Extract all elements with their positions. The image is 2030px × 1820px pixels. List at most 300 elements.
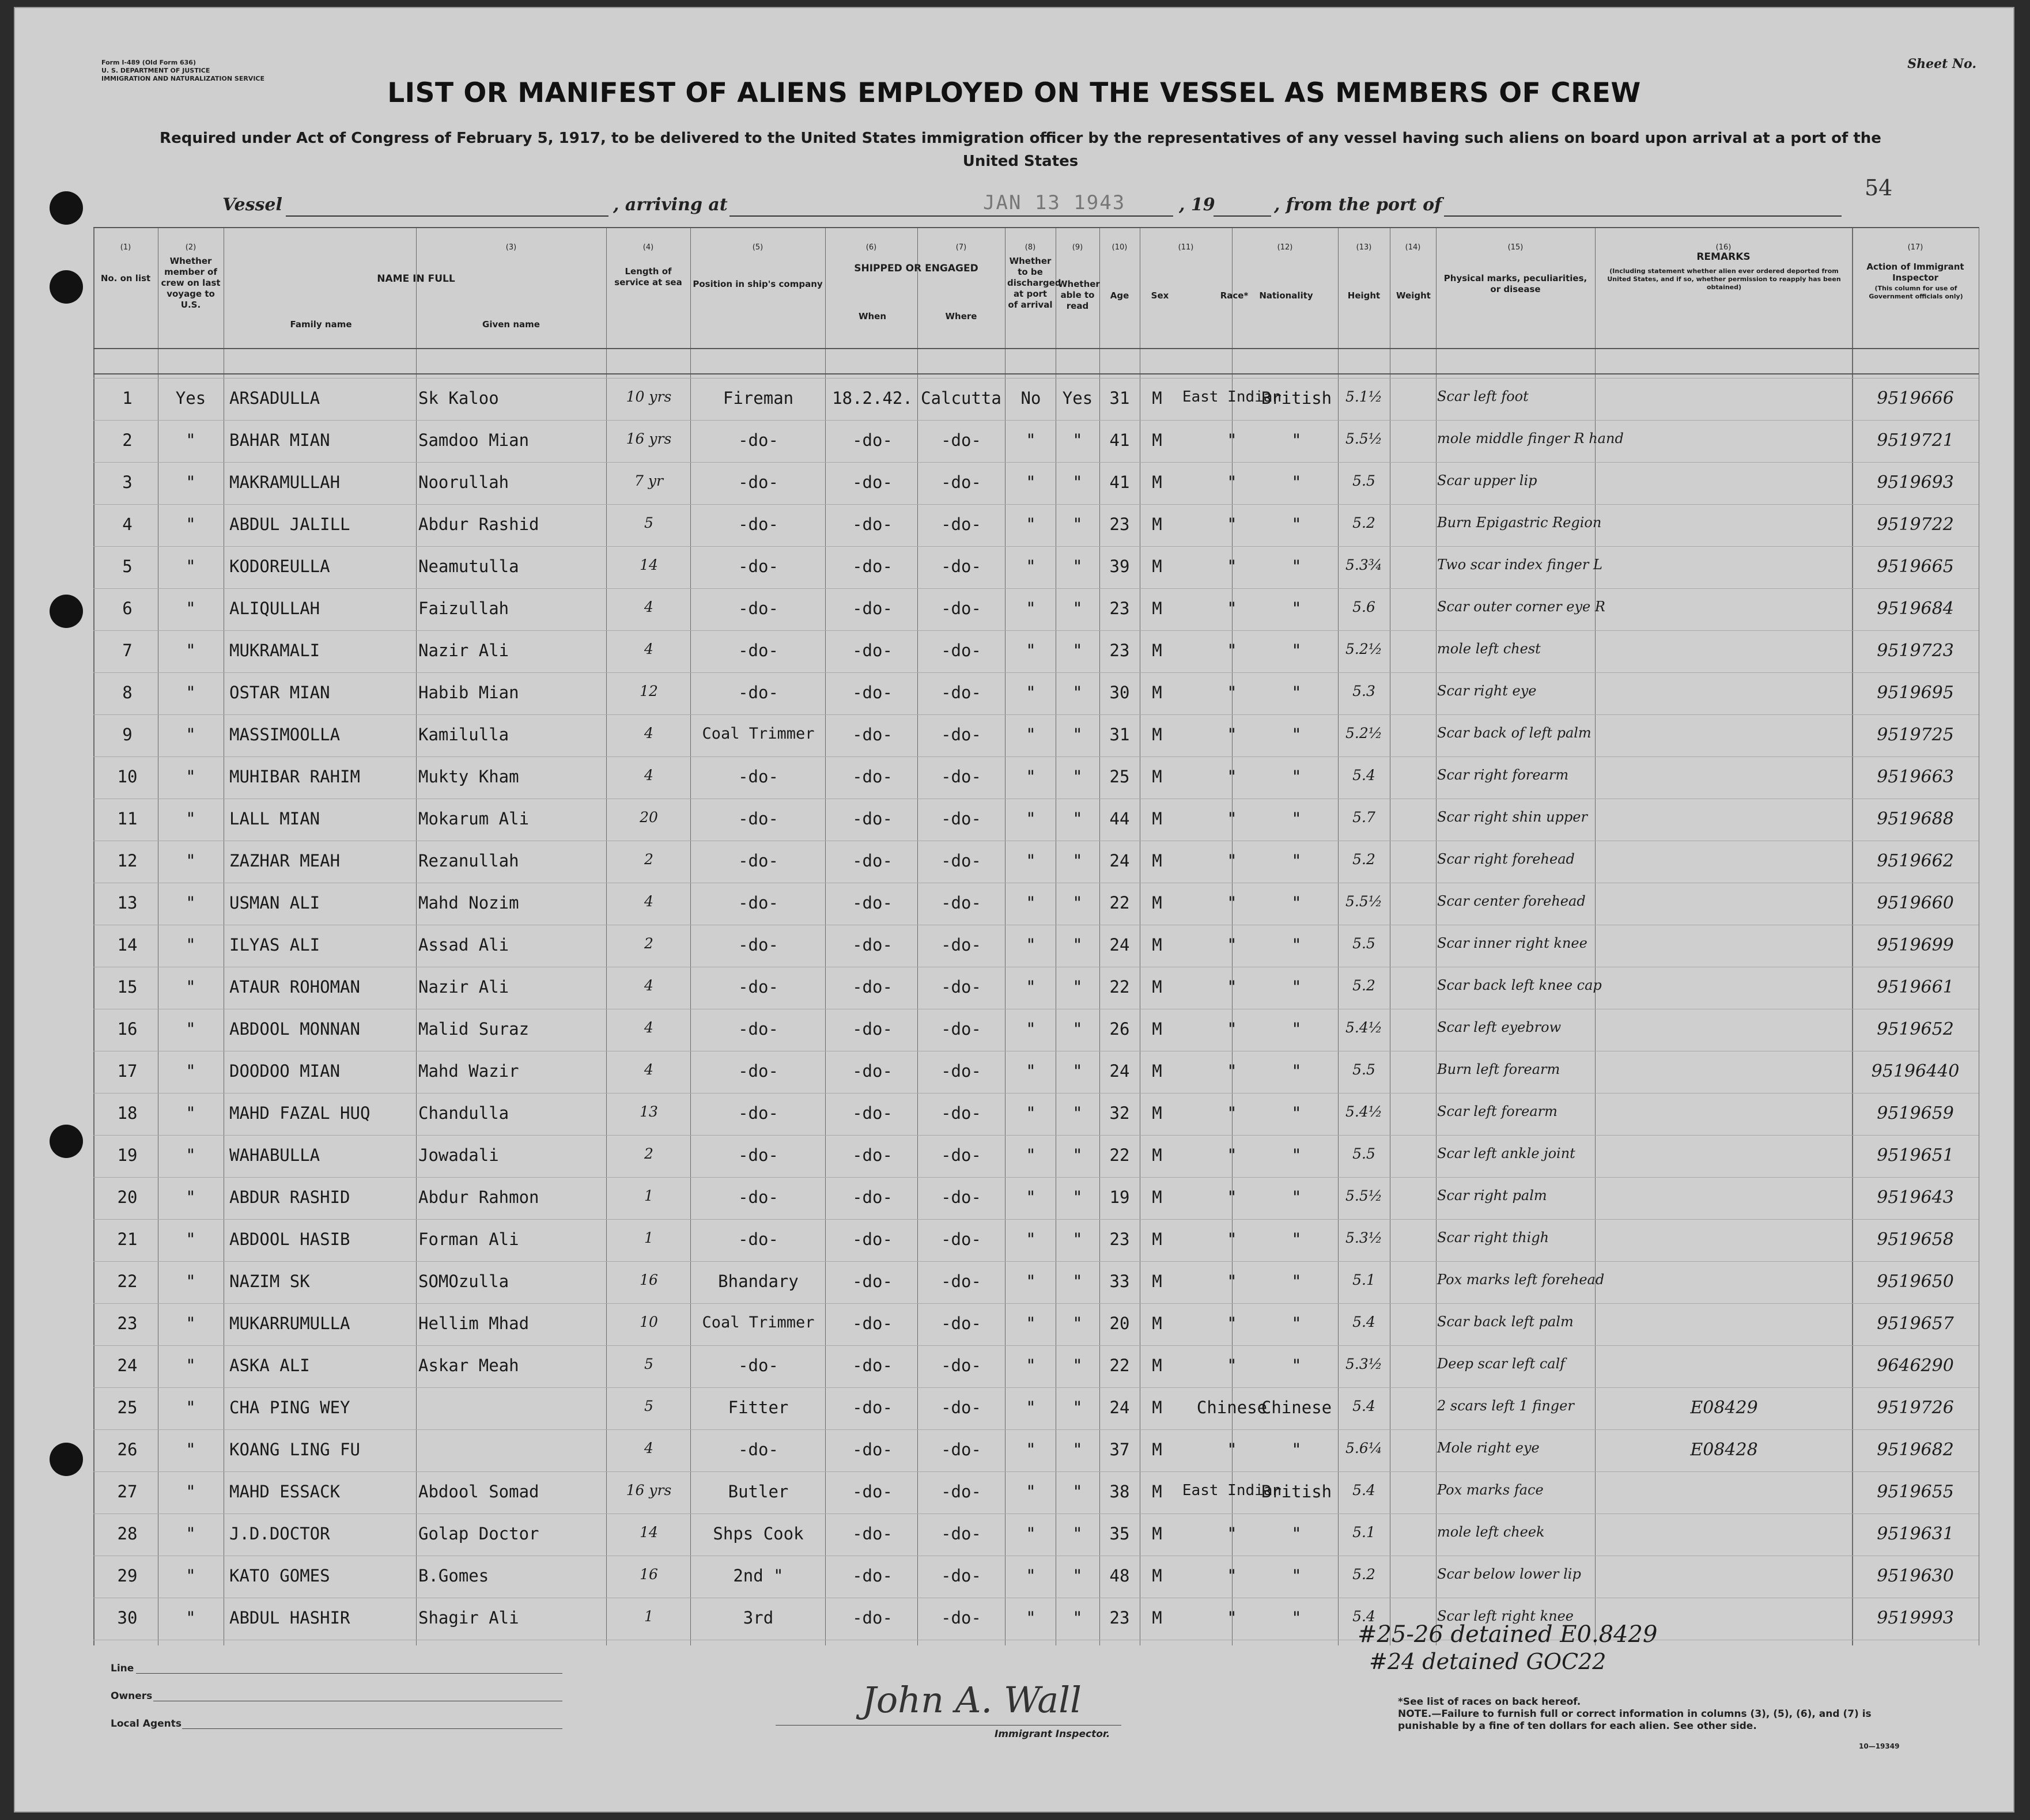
physical-marks: Scar right eye	[1437, 683, 1537, 699]
nationality: British	[1261, 388, 1332, 408]
age: 39	[1109, 557, 1130, 576]
previous-voyage: "	[186, 1061, 196, 1081]
punch-hole	[50, 1125, 83, 1158]
family-name: ABDUL HASHIR	[229, 1608, 350, 1628]
height: 5.7	[1352, 809, 1375, 826]
race: Chinese	[1196, 1398, 1268, 1417]
shipped-where: -do-	[941, 1061, 981, 1081]
row-number: 14	[117, 935, 138, 955]
physical-marks: Burn left forearm	[1437, 1061, 1560, 1077]
able-to-read: "	[1072, 1608, 1083, 1628]
header-when: When	[858, 311, 887, 321]
table-row	[93, 883, 1979, 925]
physical-marks: Burn Epigastric Region	[1437, 514, 1602, 531]
length-of-service: 16	[640, 1272, 658, 1288]
inspector-action: 9519661	[1877, 977, 1954, 997]
age: 22	[1109, 1356, 1130, 1375]
shipped-when: -do-	[852, 1145, 893, 1165]
age: 37	[1109, 1440, 1130, 1459]
shipped-where: -do-	[941, 1103, 981, 1123]
nationality: "	[1291, 893, 1302, 913]
discharged: "	[1026, 1272, 1036, 1291]
length-of-service: 7 yr	[634, 472, 663, 489]
discharged: No	[1020, 388, 1041, 408]
family-name: KODOREULLA	[229, 557, 330, 576]
physical-marks: Scar right shin upper	[1437, 809, 1587, 825]
nationality: "	[1291, 683, 1302, 702]
shipped-where: -do-	[941, 1440, 981, 1459]
table-row	[93, 1177, 1979, 1219]
physical-marks: Scar left right knee	[1437, 1608, 1574, 1624]
previous-voyage: "	[186, 1145, 196, 1165]
height: 5.3¾	[1345, 557, 1382, 573]
row-number: 29	[117, 1566, 138, 1586]
row-number: 20	[117, 1187, 138, 1207]
length-of-service: 1	[644, 1187, 653, 1204]
position: -do-	[738, 1229, 778, 1249]
shipped-where: -do-	[941, 430, 981, 450]
previous-voyage: "	[186, 1272, 196, 1291]
shipped-when: -do-	[852, 430, 893, 450]
table-row	[93, 1009, 1979, 1051]
given-name: Nazir Ali	[418, 977, 509, 997]
row-number: 21	[117, 1229, 138, 1249]
shipped-where: -do-	[941, 514, 981, 534]
race: "	[1227, 1019, 1237, 1039]
table-row	[93, 1345, 1979, 1387]
sex: M	[1152, 1482, 1162, 1501]
header-inspector-action: Action of Immigrant Inspector	[1866, 262, 1964, 283]
given-name: Rezanullah	[418, 851, 519, 871]
line-label: Line	[111, 1663, 134, 1674]
discharged: "	[1026, 977, 1036, 997]
row-number: 27	[117, 1482, 138, 1501]
height: 5.5½	[1345, 1187, 1382, 1204]
age: 41	[1109, 430, 1130, 450]
row-number: 6	[122, 599, 133, 618]
row-number: 13	[117, 893, 138, 913]
previous-voyage: "	[186, 893, 196, 913]
previous-voyage: Yes	[175, 388, 206, 408]
family-name: ABDOOL MONNAN	[229, 1019, 360, 1039]
inspector-action: 9519682	[1877, 1440, 1954, 1460]
given-name: Nazir Ali	[418, 641, 509, 660]
shipped-where: -do-	[941, 935, 981, 955]
length-of-service: 4	[644, 599, 653, 615]
height: 5.1	[1352, 1524, 1375, 1541]
shipped-where: -do-	[941, 1524, 981, 1543]
sex: M	[1152, 1608, 1162, 1628]
age: 32	[1109, 1103, 1130, 1123]
position: -do-	[738, 641, 778, 660]
able-to-read: "	[1072, 1524, 1083, 1543]
race: "	[1227, 1187, 1237, 1207]
able-to-read: "	[1072, 641, 1083, 660]
position: Butler	[728, 1482, 789, 1501]
position: Shps Cook	[713, 1524, 804, 1543]
shipped-when: -do-	[852, 851, 893, 871]
position: 2nd "	[733, 1566, 784, 1586]
shipped-when: -do-	[852, 1356, 893, 1375]
race: "	[1227, 514, 1237, 534]
sex: M	[1152, 893, 1162, 913]
nationality: "	[1291, 767, 1302, 786]
header-where: Where	[945, 311, 977, 321]
column-number: (13)	[1356, 243, 1372, 252]
table-row	[93, 1303, 1979, 1345]
given-name: Hellim Mhad	[418, 1314, 530, 1333]
shipped-when: -do-	[852, 1314, 893, 1333]
age: 44	[1109, 809, 1130, 828]
race: "	[1227, 935, 1237, 955]
physical-marks: Scar left eyebrow	[1437, 1019, 1562, 1035]
sex: M	[1152, 430, 1162, 450]
given-name: Faizullah	[418, 599, 509, 618]
length-of-service: 2	[644, 851, 653, 868]
height: 5.4	[1352, 1314, 1375, 1330]
detention-note: #24 detained GOC22	[1369, 1649, 1606, 1674]
shipped-where: -do-	[941, 1145, 981, 1165]
shipped-where: -do-	[941, 1019, 981, 1039]
port-label: , from the port of	[1274, 195, 1442, 215]
race: "	[1227, 809, 1237, 828]
position: -do-	[738, 1440, 778, 1459]
nationality: "	[1291, 725, 1302, 744]
age: 23	[1109, 1608, 1130, 1628]
sex: M	[1152, 725, 1162, 744]
able-to-read: "	[1072, 599, 1083, 618]
position: -do-	[738, 893, 778, 913]
given-name: Sk Kaloo	[418, 388, 499, 408]
discharged: "	[1026, 935, 1036, 955]
header-family-name: Family name	[290, 319, 352, 330]
position: -do-	[738, 935, 778, 955]
able-to-read: "	[1072, 893, 1083, 913]
position: -do-	[738, 557, 778, 576]
header-able-to-read: Whether able to read	[1058, 279, 1100, 311]
column-number: (11)	[1178, 243, 1194, 252]
row-number: 16	[117, 1019, 138, 1039]
physical-marks: Scar right forearm	[1437, 767, 1569, 783]
previous-voyage: "	[186, 1440, 196, 1459]
table-row	[93, 546, 1979, 588]
sex: M	[1152, 851, 1162, 871]
table-row	[93, 1471, 1979, 1513]
length-of-service: 4	[644, 1440, 653, 1456]
table-row	[93, 714, 1979, 756]
inspector-action: 9519652	[1877, 1019, 1954, 1039]
inspector-action: 9519631	[1877, 1524, 1954, 1544]
punch-hole	[50, 1443, 83, 1476]
family-name: ILYAS ALI	[229, 935, 320, 955]
previous-voyage: "	[186, 1566, 196, 1586]
race: "	[1227, 641, 1237, 660]
length-of-service: 2	[644, 1145, 653, 1162]
height: 5.2	[1352, 514, 1375, 531]
family-name: KOANG LING FU	[229, 1440, 360, 1459]
row-number: 7	[122, 641, 133, 660]
row-number: 26	[117, 1440, 138, 1459]
given-name: Abdur Rahmon	[418, 1187, 539, 1207]
age: 26	[1109, 1019, 1130, 1039]
table-row	[93, 1093, 1979, 1135]
discharged: "	[1026, 1229, 1036, 1249]
inspector-action: 9519630	[1877, 1566, 1954, 1586]
header-weight: Weight	[1396, 290, 1431, 301]
nationality: Chinese	[1261, 1398, 1332, 1417]
shipped-when: -do-	[852, 767, 893, 786]
nationality: "	[1291, 1314, 1302, 1333]
physical-marks: Mole right eye	[1437, 1440, 1540, 1456]
physical-marks: Pox marks left forehead	[1437, 1272, 1605, 1288]
previous-voyage: "	[186, 1482, 196, 1501]
height: 5.5	[1352, 1145, 1375, 1162]
sex: M	[1152, 1103, 1162, 1123]
previous-voyage: "	[186, 430, 196, 450]
sex: M	[1152, 1398, 1162, 1417]
age: 25	[1109, 767, 1130, 786]
discharged: "	[1026, 1314, 1036, 1333]
shipped-when: -do-	[852, 1187, 893, 1207]
race: "	[1227, 1103, 1237, 1123]
discharged: "	[1026, 683, 1036, 702]
length-of-service: 16 yrs	[626, 1482, 672, 1499]
position: -do-	[738, 1187, 778, 1207]
row-number: 28	[117, 1524, 138, 1543]
shipped-when: -do-	[852, 1398, 893, 1417]
family-name: MUKRAMALI	[229, 641, 320, 660]
height: 5.4	[1352, 767, 1375, 784]
inspector-action: 9519655	[1877, 1482, 1954, 1502]
able-to-read: "	[1072, 1229, 1083, 1249]
physical-marks: Deep scar left calf	[1437, 1356, 1566, 1372]
table-row	[93, 1556, 1979, 1598]
column-number: (12)	[1277, 243, 1293, 252]
length-of-service: 5	[644, 1398, 653, 1414]
header-sex: Sex	[1151, 290, 1169, 301]
row-number: 10	[117, 767, 138, 786]
previous-voyage: "	[186, 1524, 196, 1543]
sheet-label: Sheet No.	[1907, 56, 1976, 71]
row-number: 19	[117, 1145, 138, 1165]
table-row	[93, 1387, 1979, 1429]
footnote: *See list of races on back hereof. NOTE.—Failure to furnish full or correct information in columns (3), (5), (6), and (7) is punishable by a fine of ten dollars for each alien. See other side.	[1398, 1696, 1872, 1732]
discharged: "	[1026, 1608, 1036, 1628]
physical-marks: Scar left foot	[1437, 388, 1529, 404]
shipped-when: -do-	[852, 1019, 893, 1039]
family-name: J.D.DOCTOR	[229, 1524, 330, 1543]
shipped-when: -do-	[852, 514, 893, 534]
nationality: "	[1291, 1440, 1302, 1459]
physical-marks: mole left cheek	[1437, 1524, 1545, 1540]
shipped-where: -do-	[941, 1608, 981, 1628]
height: 5.1½	[1345, 388, 1382, 405]
shipped-when: -do-	[852, 809, 893, 828]
discharged: "	[1026, 1566, 1036, 1586]
column-number: (9)	[1072, 243, 1083, 252]
row-number: 12	[117, 851, 138, 871]
shipped-where: -do-	[941, 851, 981, 871]
able-to-read: "	[1072, 1440, 1083, 1459]
age: 24	[1109, 935, 1130, 955]
shipped-where: -do-	[941, 557, 981, 576]
given-name: Kamilulla	[418, 725, 509, 744]
nationality: "	[1291, 599, 1302, 618]
physical-marks: Scar back left palm	[1437, 1314, 1574, 1330]
previous-voyage: "	[186, 809, 196, 828]
sex: M	[1152, 1061, 1162, 1081]
table-row	[93, 420, 1979, 462]
header-position: Position in ship's company	[693, 279, 823, 289]
family-name: MASSIMOOLLA	[229, 725, 341, 744]
race: "	[1227, 599, 1237, 618]
nationality: "	[1291, 1608, 1302, 1628]
family-name: CHA PING WEY	[229, 1398, 350, 1417]
column-number: (7)	[955, 243, 967, 252]
inspector-action: 9519659	[1877, 1103, 1954, 1123]
inspector-action: 9519657	[1877, 1314, 1954, 1334]
sex: M	[1152, 977, 1162, 997]
table-row	[93, 630, 1979, 672]
date-stamp: JAN 13 1943	[983, 191, 1126, 214]
able-to-read: "	[1072, 977, 1083, 997]
shipped-where: -do-	[941, 977, 981, 997]
physical-marks: Scar back left knee cap	[1437, 977, 1602, 993]
family-name: MAHD ESSACK	[229, 1482, 341, 1501]
previous-voyage: "	[186, 599, 196, 618]
manifest-table	[93, 227, 1979, 1645]
able-to-read: "	[1072, 767, 1083, 786]
height: 5.3½	[1345, 1229, 1382, 1246]
able-to-read: "	[1072, 1314, 1083, 1333]
column-number: (1)	[120, 243, 131, 252]
shipped-when: -do-	[852, 1440, 893, 1459]
shipped-where: -do-	[941, 809, 981, 828]
height: 5.2½	[1345, 641, 1382, 657]
length-of-service: 14	[640, 1524, 658, 1541]
family-name: MUKARRUMULLA	[229, 1314, 350, 1333]
height: 5.4	[1352, 1482, 1375, 1499]
age: 23	[1109, 1229, 1130, 1249]
age: 31	[1109, 388, 1130, 408]
race: "	[1227, 472, 1237, 492]
age: 33	[1109, 1272, 1130, 1291]
able-to-read: "	[1072, 1566, 1083, 1586]
row-number: 22	[117, 1272, 138, 1291]
row-number: 23	[117, 1314, 138, 1333]
nationality: "	[1291, 935, 1302, 955]
nationality: "	[1291, 557, 1302, 576]
column-number: (4)	[642, 243, 654, 252]
discharged: "	[1026, 599, 1036, 618]
able-to-read: "	[1072, 1356, 1083, 1375]
height: 5.4½	[1345, 1103, 1382, 1120]
age: 22	[1109, 893, 1130, 913]
race: "	[1227, 1608, 1237, 1628]
race: "	[1227, 767, 1237, 786]
position: Coal Trimmer	[702, 1314, 815, 1331]
shipped-when: -do-	[852, 1103, 893, 1123]
sex: M	[1152, 1145, 1162, 1165]
family-name: ASKA ALI	[229, 1356, 310, 1375]
inspector-action: 95196440	[1871, 1061, 1960, 1081]
age: 22	[1109, 977, 1130, 997]
table-row	[93, 841, 1979, 883]
physical-marks: Scar left ankle joint	[1437, 1145, 1575, 1161]
row-number: 17	[117, 1061, 138, 1081]
discharged: "	[1026, 1482, 1036, 1501]
row-number: 1	[122, 388, 133, 408]
height: 5.5½	[1345, 430, 1382, 447]
page-subtitle: Required under Act of Congress of February 5, 1917, to be delivered to the United States immigration officer by the representatives of any vessel having such aliens on board upon arrival at a port of the United States	[160, 130, 1881, 170]
row-number: 18	[117, 1103, 138, 1123]
table-row	[93, 378, 1979, 420]
able-to-read: "	[1072, 1061, 1083, 1081]
local-agents-label: Local Agents	[111, 1718, 182, 1730]
inspector-action: 9519662	[1877, 851, 1954, 871]
physical-marks: mole middle finger R hand	[1437, 430, 1624, 447]
table-row	[93, 967, 1979, 1009]
column-number: (16)	[1715, 243, 1732, 252]
inspector-action: 9519721	[1877, 430, 1954, 451]
height: 5.5	[1352, 1061, 1375, 1078]
column-number: (6)	[865, 243, 877, 252]
length-of-service: 16 yrs	[626, 430, 672, 447]
shipped-where: -do-	[941, 725, 981, 744]
able-to-read: "	[1072, 809, 1083, 828]
shipped-when: -do-	[852, 725, 893, 744]
previous-voyage: "	[186, 1356, 196, 1375]
table-row	[93, 1135, 1979, 1177]
row-number: 4	[122, 514, 133, 534]
year-label: , 19	[1179, 195, 1215, 215]
table-row	[93, 462, 1979, 504]
given-name: SOMOzulla	[418, 1272, 509, 1291]
nationality: "	[1291, 514, 1302, 534]
sex: M	[1152, 514, 1162, 534]
length-of-service: 4	[644, 725, 653, 741]
race: "	[1227, 683, 1237, 702]
inspector-action: 9519665	[1877, 557, 1954, 577]
table-row	[93, 672, 1979, 714]
previous-voyage: "	[186, 935, 196, 955]
shipped-when: -do-	[852, 935, 893, 955]
shipped-where: -do-	[941, 1272, 981, 1291]
shipped-when: -do-	[852, 557, 893, 576]
table-row	[93, 756, 1979, 799]
sex: M	[1152, 1566, 1162, 1586]
given-name: Noorullah	[418, 472, 509, 492]
position: -do-	[738, 1103, 778, 1123]
inspector-action: 9519722	[1877, 514, 1954, 535]
height: 5.5	[1352, 935, 1375, 952]
shipped-when: -do-	[852, 472, 893, 492]
shipped-when: -do-	[852, 641, 893, 660]
inspector-action: 9646290	[1877, 1356, 1954, 1376]
sex: M	[1152, 683, 1162, 702]
given-name: Mahd Nozim	[418, 893, 519, 913]
vessel-label: Vessel	[222, 195, 282, 215]
position: Bhandary	[718, 1272, 799, 1291]
previous-voyage: "	[186, 725, 196, 744]
inspector-action: 9519660	[1877, 893, 1954, 913]
nationality: "	[1291, 809, 1302, 828]
inspector-action: 9519684	[1877, 599, 1954, 619]
previous-voyage: "	[186, 1103, 196, 1123]
age: 22	[1109, 1145, 1130, 1165]
discharged: "	[1026, 1356, 1036, 1375]
age: 38	[1109, 1482, 1130, 1501]
